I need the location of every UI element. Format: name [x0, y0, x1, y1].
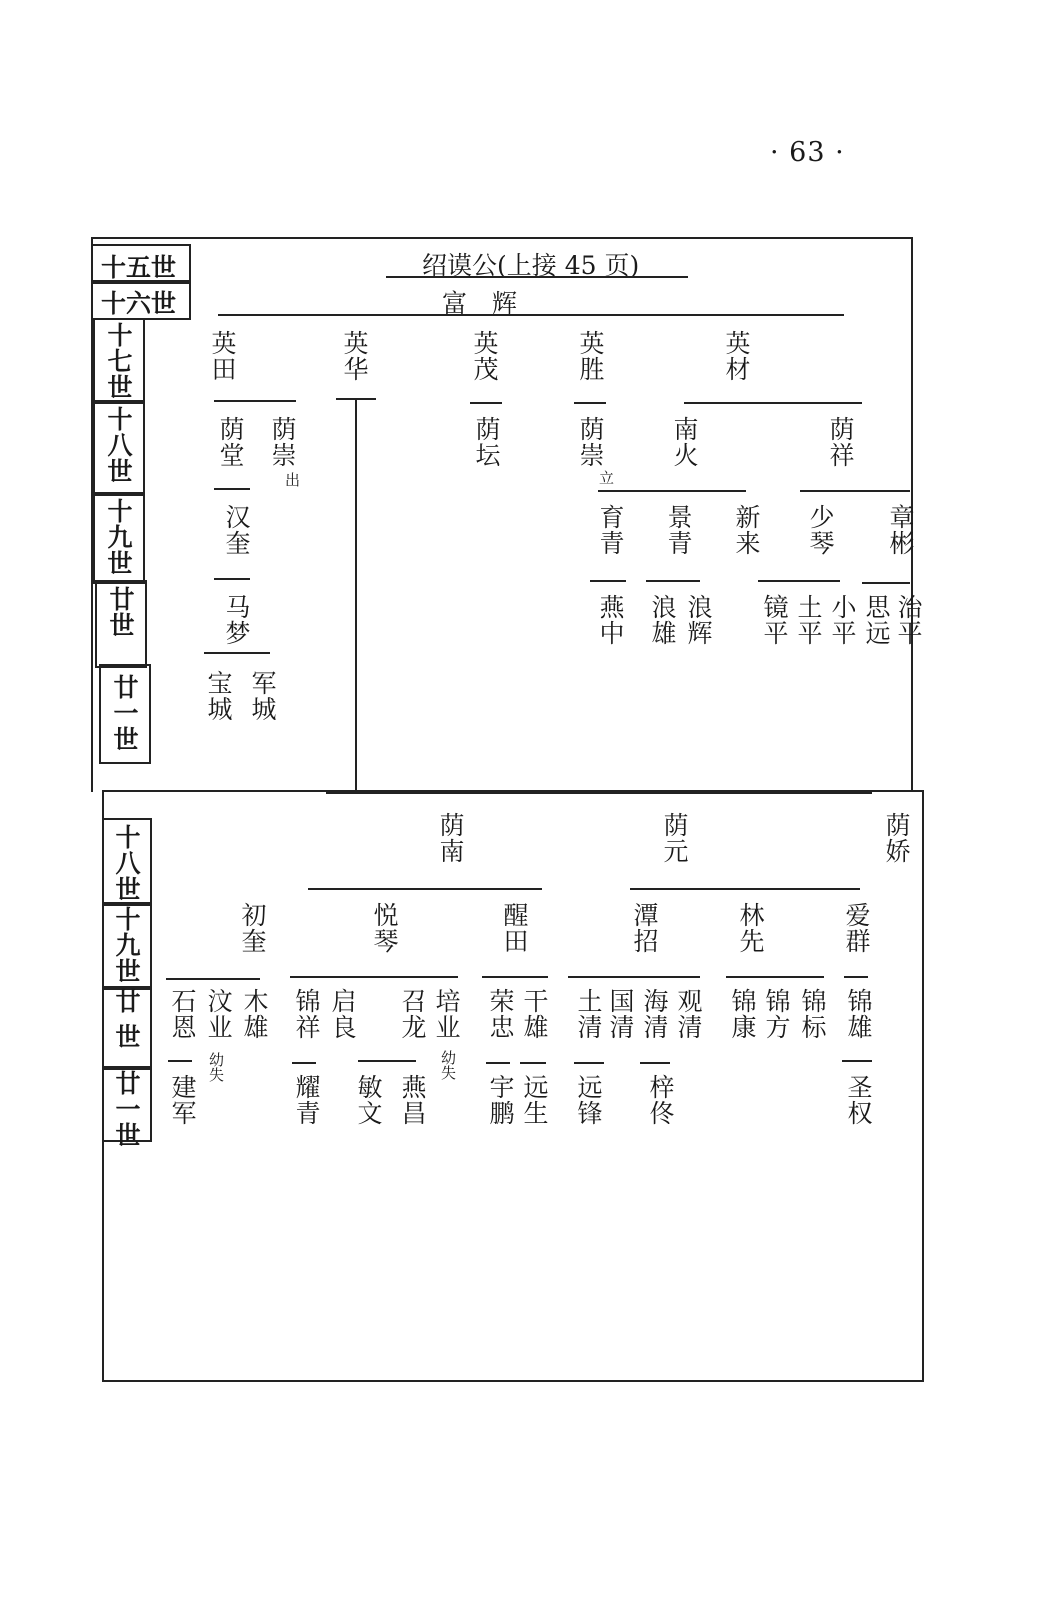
person-hankui: 汉奎 — [222, 504, 251, 556]
person-guoqing: 国清 — [606, 988, 635, 1040]
person-yaoqing: 耀青 — [292, 1074, 321, 1126]
line-mameng-sons — [204, 652, 270, 654]
line-hankui-son — [214, 578, 250, 580]
generation-label-20: 廿世 — [106, 586, 135, 638]
line-nanhuo-sons — [598, 490, 746, 492]
line-jinxiong-son — [842, 1060, 872, 1062]
person-yinxiang: 荫祥 — [826, 416, 855, 468]
person-wenye: 汶业 — [204, 988, 233, 1040]
generation-label-18-lower: 十八世 — [112, 824, 141, 902]
line-yinxiang-sons — [800, 490, 910, 492]
person-jinbiao: 锦标 — [798, 988, 827, 1040]
person-jianjun: 建军 — [168, 1074, 197, 1126]
line-shaoqin-sons — [758, 580, 840, 582]
line-yinyuan-sons — [630, 888, 860, 890]
person-baocheng: 宝城 — [204, 670, 233, 722]
note-youshi-2: 幼失 — [439, 1050, 457, 1080]
person-yuqing: 育青 — [596, 504, 625, 556]
person-ganxiong: 干雄 — [520, 988, 549, 1040]
line-16-to-17 — [218, 314, 844, 316]
person-muxiong: 木雄 — [240, 988, 269, 1040]
person-juncheng: 军城 — [248, 670, 277, 722]
person-yinjiao: 荫娇 — [882, 812, 911, 864]
person-tuqing: 土清 — [574, 988, 603, 1040]
person-xiaoping: 小平 — [828, 594, 857, 646]
line-yinnan-sons — [308, 888, 542, 890]
line-yingcai-sons — [684, 402, 862, 404]
person-yinnan: 荫南 — [436, 812, 465, 864]
note-chu: 出 — [283, 472, 301, 487]
person-zitong: 梓佟 — [646, 1074, 675, 1126]
person-zhiping: 治平 — [894, 594, 923, 646]
line-linxian-sons — [726, 976, 824, 978]
person-yueqin: 悦琴 — [370, 902, 399, 954]
person-qiliang: 启良 — [328, 988, 357, 1040]
generation-label-18: 十八世 — [104, 406, 133, 484]
person-guanqing: 观清 — [674, 988, 703, 1040]
line-xingtian-sons — [482, 976, 548, 978]
ancestor-underline — [386, 276, 688, 278]
person-yintan: 荫坛 — [472, 416, 501, 468]
line-yingsheng-son — [574, 402, 606, 404]
person-jingping: 镜平 — [760, 594, 789, 646]
person-siyuan: 思远 — [862, 594, 891, 646]
person-mameng: 马梦 — [222, 594, 251, 646]
person-langhui: 浪辉 — [684, 594, 713, 646]
person-yupeng: 宇鹏 — [486, 1074, 515, 1126]
line-yinghua-branch — [326, 792, 872, 794]
line-yuqing-son — [590, 580, 626, 582]
line-tuqing-son — [574, 1062, 604, 1064]
generation-label-21-lower: 廿一世 — [112, 1070, 141, 1148]
person-zhaolong: 召龙 — [398, 988, 427, 1040]
person-yingcai: 英材 — [722, 330, 751, 382]
person-tuping: 土平 — [794, 594, 823, 646]
line-haiqing-son — [640, 1062, 670, 1064]
person-jinxiang: 锦祥 — [292, 988, 321, 1040]
line-zhaolong-sons — [358, 1060, 416, 1062]
person-yinyuan: 荫元 — [660, 812, 689, 864]
person-jinxiong: 锦雄 — [844, 988, 873, 1040]
root-name: 富 辉 — [442, 289, 518, 318]
person-yingtian: 英田 — [208, 330, 237, 382]
person-shengquan: 圣权 — [844, 1074, 873, 1126]
person-chukui: 初奎 — [238, 902, 267, 954]
note-youshi-1: 幼失 — [207, 1052, 225, 1082]
person-yinchong-2: 荫崇 — [576, 416, 605, 468]
person-peiye: 培业 — [432, 988, 461, 1040]
person-yanzhong: 燕中 — [596, 594, 625, 646]
line-chukui-sons — [166, 978, 260, 980]
page-number: · 63 · — [770, 137, 845, 168]
person-zhangbin: 章彬 — [886, 504, 915, 556]
person-shaoqin: 少琴 — [806, 504, 835, 556]
line-tanzhao-sons — [568, 976, 700, 978]
generation-label-21: 廿一世 — [110, 674, 139, 752]
person-yinghua: 英华 — [340, 330, 369, 382]
person-linxian: 林先 — [736, 902, 765, 954]
person-yingsheng: 英胜 — [576, 330, 605, 382]
person-shien: 石恩 — [168, 988, 197, 1040]
person-jingqing: 景青 — [664, 504, 693, 556]
person-haiqing: 海清 — [640, 988, 669, 1040]
person-yanchang: 燕昌 — [398, 1074, 427, 1126]
generation-label-20-lower: 廿 世 — [112, 988, 141, 1050]
line-jingqing-sons — [646, 580, 700, 582]
person-aiqun: 爱群 — [842, 902, 871, 954]
person-xinlai: 新来 — [732, 504, 761, 556]
person-yintang: 荫堂 — [216, 416, 245, 468]
note-li: 立 — [597, 470, 615, 485]
person-tanzhao: 潭招 — [630, 902, 659, 954]
person-yuanfeng: 远锋 — [574, 1074, 603, 1126]
line-yueqin-sons — [290, 976, 458, 978]
ancestor-title: 绍谟公(上接 45 页) — [422, 251, 640, 280]
person-langxiong: 浪雄 — [648, 594, 677, 646]
line-yingtian-sons — [214, 400, 296, 402]
line-zhangbin-sons — [862, 582, 910, 584]
person-minwen: 敏文 — [354, 1074, 383, 1126]
person-nanhuo: 南火 — [670, 416, 699, 468]
line-rongzhong-son — [486, 1062, 510, 1064]
generation-label-15: 十五世 — [101, 253, 177, 282]
generation-label-19: 十九世 — [104, 498, 133, 576]
line-yingmao-son — [470, 402, 502, 404]
line-jinxiang-son — [292, 1062, 316, 1064]
line-shien-son — [168, 1060, 192, 1062]
generation-label-19-lower: 十九世 — [112, 906, 141, 984]
line-aiqun-son — [844, 976, 868, 978]
person-rongzhong: 荣忠 — [486, 988, 515, 1040]
person-yinchong: 荫崇 — [268, 416, 297, 468]
generation-label-16: 十六世 — [101, 289, 177, 318]
line-ganxiong-son — [520, 1062, 546, 1064]
person-xingtian: 醒田 — [500, 902, 529, 954]
person-yingmao: 英茂 — [470, 330, 499, 382]
person-yuansheng: 远生 — [520, 1074, 549, 1126]
person-jinfang: 锦方 — [762, 988, 791, 1040]
line-yintang-son — [214, 488, 250, 490]
generation-label-17: 十七世 — [104, 322, 133, 400]
line-yinghua-drop — [355, 398, 357, 792]
person-jinkang: 锦康 — [728, 988, 757, 1040]
